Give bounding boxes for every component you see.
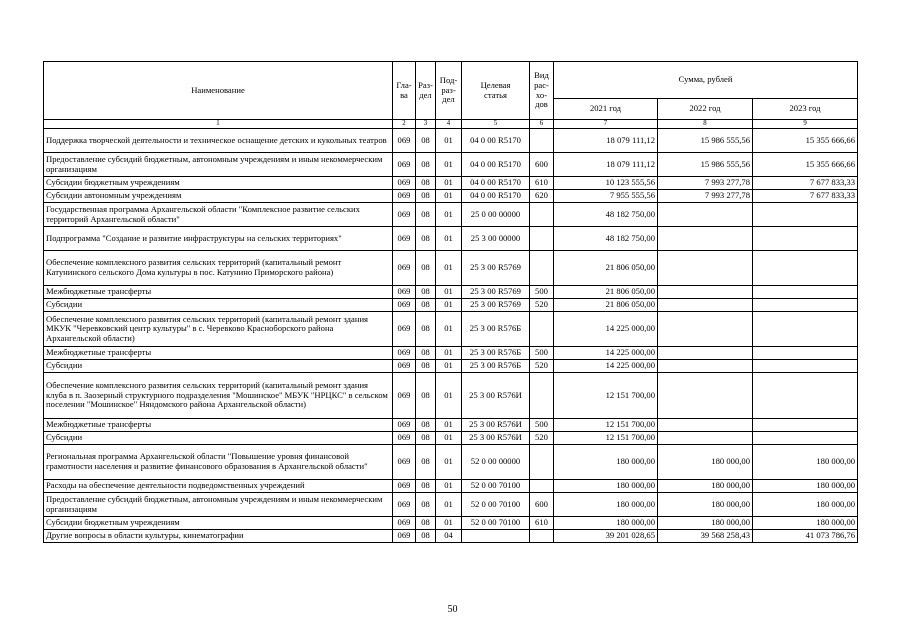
cell-2023 <box>753 419 858 432</box>
cell-glava: 069 <box>393 517 416 530</box>
cell-podrazdel: 01 <box>436 493 462 517</box>
cell-razdel: 08 <box>416 251 436 286</box>
cell-2022 <box>658 203 753 227</box>
cell-2023 <box>753 360 858 373</box>
cell-glava: 069 <box>393 347 416 360</box>
cell-2023 <box>753 203 858 227</box>
column-number: 3 <box>416 120 436 129</box>
budget-table <box>43 61 858 543</box>
cell-2023: 180 000,00 <box>753 445 858 480</box>
page-number: 50 <box>447 604 458 615</box>
cell-target: 25 3 00 R576Б <box>462 360 530 373</box>
cell-vid: 520 <box>530 360 554 373</box>
cell-razdel: 08 <box>416 227 436 251</box>
cell-target: 25 0 00 00000 <box>462 203 530 227</box>
table-header <box>44 62 858 129</box>
cell-2021: 21 806 050,00 <box>554 299 658 312</box>
cell-2023: 7 677 833,33 <box>753 177 858 190</box>
cell-2023: 41 073 786,76 <box>753 530 858 543</box>
cell-podrazdel: 01 <box>436 251 462 286</box>
cell-podrazdel: 01 <box>436 373 462 419</box>
cell-2021: 39 201 028,65 <box>554 530 658 543</box>
cell-name: Субсидии <box>44 360 393 373</box>
cell-2022: 180 000,00 <box>658 445 753 480</box>
cell-razdel: 08 <box>416 360 436 373</box>
cell-glava: 069 <box>393 299 416 312</box>
table-row <box>44 445 858 480</box>
cell-podrazdel: 01 <box>436 190 462 203</box>
cell-target: 04 0 00 R5170 <box>462 129 530 153</box>
cell-razdel: 08 <box>416 129 436 153</box>
cell-target: 52 0 00 70100 <box>462 493 530 517</box>
cell-target: 04 0 00 R5170 <box>462 177 530 190</box>
table-row <box>44 129 858 153</box>
header-2021: 2021 год <box>554 99 658 120</box>
cell-2022 <box>658 312 753 347</box>
cell-target: 25 3 00 R576Б <box>462 347 530 360</box>
cell-vid: 520 <box>530 299 554 312</box>
cell-name: Межбюджетные трансферты <box>44 286 393 299</box>
header-razdel: Раз- дел <box>416 62 436 120</box>
cell-2023: 180 000,00 <box>753 480 858 493</box>
cell-glava: 069 <box>393 153 416 177</box>
cell-2022 <box>658 286 753 299</box>
cell-vid: 620 <box>530 190 554 203</box>
cell-name: Государственная программа Архангельской области "Комплексное развитие сельских территорий Архангельской области" <box>44 203 393 227</box>
table-row <box>44 493 858 517</box>
cell-razdel: 08 <box>416 480 436 493</box>
cell-vid: 500 <box>530 286 554 299</box>
cell-razdel: 08 <box>416 493 436 517</box>
cell-2021: 18 079 111,12 <box>554 129 658 153</box>
cell-podrazdel: 04 <box>436 530 462 543</box>
column-number: 8 <box>658 120 753 129</box>
cell-razdel: 08 <box>416 190 436 203</box>
cell-vid <box>530 227 554 251</box>
cell-razdel: 08 <box>416 299 436 312</box>
cell-razdel: 08 <box>416 153 436 177</box>
cell-target: 25 3 00 R5769 <box>462 286 530 299</box>
cell-name: Обеспечение комплексного развития сельских территорий (капитальный ремонт здания клуба в п. Заозерный структурного подразделения "Мошинское" МБУК "НРЦКС" в сельском поселении "Мошинское" Няндомского района Архангельской области) <box>44 373 393 419</box>
cell-target: 25 3 00 00000 <box>462 227 530 251</box>
cell-glava: 069 <box>393 373 416 419</box>
cell-target: 52 0 00 70100 <box>462 517 530 530</box>
cell-target <box>462 530 530 543</box>
cell-podrazdel: 01 <box>436 227 462 251</box>
table-row <box>44 373 858 419</box>
table-row <box>44 153 858 177</box>
cell-podrazdel: 01 <box>436 360 462 373</box>
cell-razdel: 08 <box>416 286 436 299</box>
cell-name: Обеспечение комплексного развития сельских территорий (капитальный ремонт здания МКУК "Черевковский центр культуры" в с. Черевково Красноборского района Архангельской области) <box>44 312 393 347</box>
cell-podrazdel: 01 <box>436 153 462 177</box>
cell-2022 <box>658 251 753 286</box>
cell-2023 <box>753 432 858 445</box>
cell-target: 04 0 00 R5170 <box>462 190 530 203</box>
cell-glava: 069 <box>393 129 416 153</box>
cell-2022 <box>658 347 753 360</box>
cell-2021: 21 806 050,00 <box>554 251 658 286</box>
table-row <box>44 419 858 432</box>
cell-podrazdel: 01 <box>436 445 462 480</box>
cell-name: Межбюджетные трансферты <box>44 419 393 432</box>
cell-2023 <box>753 286 858 299</box>
cell-target: 52 0 00 70100 <box>462 480 530 493</box>
cell-name: Межбюджетные трансферты <box>44 347 393 360</box>
cell-glava: 069 <box>393 419 416 432</box>
column-number: 7 <box>554 120 658 129</box>
cell-2021: 180 000,00 <box>554 480 658 493</box>
cell-razdel: 08 <box>416 530 436 543</box>
cell-2022 <box>658 227 753 251</box>
cell-vid <box>530 129 554 153</box>
cell-podrazdel: 01 <box>436 480 462 493</box>
cell-glava: 069 <box>393 480 416 493</box>
cell-vid: 500 <box>530 347 554 360</box>
cell-podrazdel: 01 <box>436 347 462 360</box>
table-row <box>44 517 858 530</box>
cell-vid <box>530 445 554 480</box>
cell-vid <box>530 203 554 227</box>
cell-2021: 7 955 555,56 <box>554 190 658 203</box>
header-2023: 2023 год <box>753 99 858 120</box>
cell-2021: 10 123 555,56 <box>554 177 658 190</box>
column-number: 2 <box>393 120 416 129</box>
cell-name: Поддержка творческой деятельности и техническое оснащение детских и кукольных театров <box>44 129 393 153</box>
cell-target: 25 3 00 R576И <box>462 432 530 445</box>
cell-2023 <box>753 299 858 312</box>
table-row <box>44 530 858 543</box>
cell-name: Другие вопросы в области культуры, кинематографии <box>44 530 393 543</box>
column-number: 9 <box>753 120 858 129</box>
table-row <box>44 286 858 299</box>
cell-2021: 14 225 000,00 <box>554 360 658 373</box>
cell-vid <box>530 480 554 493</box>
header-2022: 2022 год <box>658 99 753 120</box>
cell-2023 <box>753 347 858 360</box>
table-row <box>44 312 858 347</box>
cell-name: Предоставление субсидий бюджетным, автономным учреждениям и иным некоммерческим организациям <box>44 153 393 177</box>
cell-podrazdel: 01 <box>436 419 462 432</box>
cell-razdel: 08 <box>416 373 436 419</box>
cell-glava: 069 <box>393 445 416 480</box>
cell-vid <box>530 373 554 419</box>
cell-target: 25 3 00 R5769 <box>462 251 530 286</box>
cell-podrazdel: 01 <box>436 286 462 299</box>
cell-2022: 180 000,00 <box>658 493 753 517</box>
cell-2021: 180 000,00 <box>554 517 658 530</box>
cell-2023: 7 677 833,33 <box>753 190 858 203</box>
cell-podrazdel: 01 <box>436 299 462 312</box>
cell-2021: 180 000,00 <box>554 493 658 517</box>
table-row <box>44 251 858 286</box>
cell-2022: 7 993 277,78 <box>658 177 753 190</box>
table-row <box>44 480 858 493</box>
cell-razdel: 08 <box>416 203 436 227</box>
cell-2022 <box>658 373 753 419</box>
cell-target: 25 3 00 R5769 <box>462 299 530 312</box>
cell-glava: 069 <box>393 177 416 190</box>
cell-2023 <box>753 312 858 347</box>
cell-podrazdel: 01 <box>436 203 462 227</box>
cell-name: Предоставление субсидий бюджетным, автономным учреждениям и иным некоммерческим организациям <box>44 493 393 517</box>
cell-glava: 069 <box>393 432 416 445</box>
header-name: Наименование <box>44 62 393 120</box>
cell-2021: 18 079 111,12 <box>554 153 658 177</box>
cell-glava: 069 <box>393 227 416 251</box>
cell-2022 <box>658 360 753 373</box>
header-podrazdel: Под- раз- дел <box>436 62 462 120</box>
table-row <box>44 177 858 190</box>
cell-name: Субсидии бюджетным учреждениям <box>44 177 393 190</box>
table-row <box>44 299 858 312</box>
cell-vid: 500 <box>530 419 554 432</box>
cell-2021: 48 182 750,00 <box>554 203 658 227</box>
cell-2021: 12 151 700,00 <box>554 419 658 432</box>
table-row <box>44 360 858 373</box>
cell-target: 25 3 00 R576Б <box>462 312 530 347</box>
cell-2022: 7 993 277,78 <box>658 190 753 203</box>
cell-2021: 14 225 000,00 <box>554 312 658 347</box>
cell-vid: 610 <box>530 517 554 530</box>
cell-2021: 180 000,00 <box>554 445 658 480</box>
cell-2023 <box>753 373 858 419</box>
cell-razdel: 08 <box>416 419 436 432</box>
header-glava: Гла- ва <box>393 62 416 120</box>
column-number: 5 <box>462 120 530 129</box>
cell-glava: 069 <box>393 312 416 347</box>
cell-2021: 12 151 700,00 <box>554 432 658 445</box>
cell-target: 25 3 00 R576И <box>462 419 530 432</box>
cell-razdel: 08 <box>416 177 436 190</box>
cell-name: Субсидии бюджетным учреждениям <box>44 517 393 530</box>
header-sum: Сумма, рублей <box>554 62 858 99</box>
header-target: Целевая статья <box>462 62 530 120</box>
cell-vid: 520 <box>530 432 554 445</box>
cell-2021: 48 182 750,00 <box>554 227 658 251</box>
cell-vid <box>530 530 554 543</box>
cell-vid: 600 <box>530 493 554 517</box>
cell-2023: 15 355 666,66 <box>753 153 858 177</box>
cell-2023: 180 000,00 <box>753 517 858 530</box>
cell-podrazdel: 01 <box>436 432 462 445</box>
cell-2022 <box>658 299 753 312</box>
table-row <box>44 432 858 445</box>
cell-2022: 180 000,00 <box>658 517 753 530</box>
cell-glava: 069 <box>393 203 416 227</box>
cell-glava: 069 <box>393 251 416 286</box>
table-row <box>44 190 858 203</box>
cell-name: Расходы на обеспечение деятельности подведомственных учреждений <box>44 480 393 493</box>
cell-2022 <box>658 432 753 445</box>
cell-vid <box>530 312 554 347</box>
cell-2021: 21 806 050,00 <box>554 286 658 299</box>
cell-2021: 12 151 700,00 <box>554 373 658 419</box>
table-row <box>44 227 858 251</box>
cell-target: 25 3 00 R576И <box>462 373 530 419</box>
column-number: 6 <box>530 120 554 129</box>
cell-2022: 39 568 258,43 <box>658 530 753 543</box>
cell-glava: 069 <box>393 360 416 373</box>
cell-target: 04 0 00 R5170 <box>462 153 530 177</box>
cell-2021: 14 225 000,00 <box>554 347 658 360</box>
table-row <box>44 203 858 227</box>
cell-2022: 15 986 555,56 <box>658 153 753 177</box>
cell-vid <box>530 251 554 286</box>
cell-glava: 069 <box>393 530 416 543</box>
cell-vid: 600 <box>530 153 554 177</box>
cell-podrazdel: 01 <box>436 177 462 190</box>
cell-podrazdel: 01 <box>436 312 462 347</box>
cell-2022: 180 000,00 <box>658 480 753 493</box>
cell-target: 52 0 00 00000 <box>462 445 530 480</box>
table-row <box>44 347 858 360</box>
cell-name: Субсидии <box>44 299 393 312</box>
cell-name: Субсидии автономным учреждениям <box>44 190 393 203</box>
cell-name: Подпрограмма "Создание и развитие инфраструктуры на сельских территориях" <box>44 227 393 251</box>
cell-podrazdel: 01 <box>436 517 462 530</box>
cell-razdel: 08 <box>416 347 436 360</box>
cell-name: Субсидии <box>44 432 393 445</box>
cell-2022 <box>658 419 753 432</box>
cell-podrazdel: 01 <box>436 129 462 153</box>
cell-razdel: 08 <box>416 445 436 480</box>
cell-name: Региональная программа Архангельской области "Повышение уровня финансовой грамотности населения и развитие финансового образования в Архангельской области" <box>44 445 393 480</box>
cell-2023: 180 000,00 <box>753 493 858 517</box>
cell-glava: 069 <box>393 493 416 517</box>
cell-name: Обеспечение комплексного развития сельских территорий (капитальный ремонт Катунинского сельского Дома культуры в пос. Катунино Приморского района) <box>44 251 393 286</box>
cell-glava: 069 <box>393 190 416 203</box>
cell-glava: 069 <box>393 286 416 299</box>
cell-2023: 15 355 666,66 <box>753 129 858 153</box>
column-number: 4 <box>436 120 462 129</box>
column-number: 1 <box>44 120 393 129</box>
cell-razdel: 08 <box>416 517 436 530</box>
cell-razdel: 08 <box>416 312 436 347</box>
header-vid: Вид рас- хо- дов <box>530 62 554 120</box>
cell-razdel: 08 <box>416 432 436 445</box>
cell-2022: 15 986 555,56 <box>658 129 753 153</box>
cell-vid: 610 <box>530 177 554 190</box>
cell-2023 <box>753 251 858 286</box>
table-body <box>44 129 858 543</box>
cell-2023 <box>753 227 858 251</box>
